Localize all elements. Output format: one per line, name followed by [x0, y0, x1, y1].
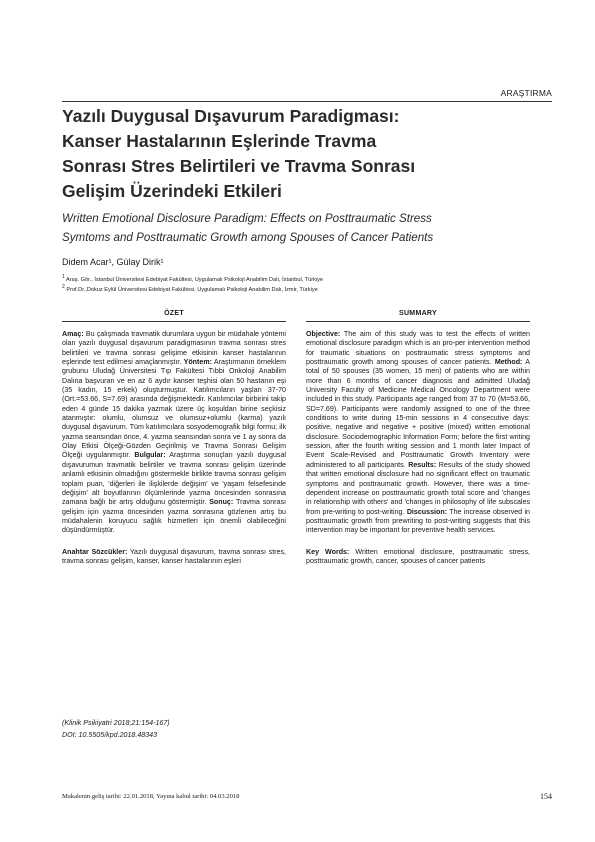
submission-dates: Makalenin geliş tarihi: 22.01.2018, Yayına kabul tarihi: 04.03.2018 [62, 793, 240, 800]
subtitle-line: Symtoms and Posttraumatic Growth among Spouses of Cancer Patients [62, 231, 434, 244]
ozet-abstract [62, 330, 286, 536]
summary-heading: SUMMARY [306, 310, 530, 322]
affiliation-number: 2 [62, 284, 65, 290]
page-number: 154 [540, 792, 552, 801]
title-line: Kanser Hastalarının Eşlerinde Travma [62, 131, 377, 151]
label-amac: Amaç: [62, 330, 84, 338]
section-label: ARAŞTIRMA [500, 88, 552, 98]
english-title [62, 209, 542, 247]
label-bulgular: Bulgular: [134, 451, 166, 460]
text-sonuc: Travma sonrası gelişim için yazma öncesinden yazma sonrasına gözlenen artış bu müdahalenin koruyucu sağlık hizmetleri için önemli olabileceğini düşündürmüştür. [62, 498, 286, 535]
label-discussion: Discussion: [406, 507, 448, 516]
text-results: Results of the study showed that written emotional disclosure had no significant effect on traumatic symptoms and posttraumatic growth. However, there was a time-dependent increase on posttraumatic growth total score and 'changes in relationship with others' and 'changes in philosophy of life subscales from pre-writing to post-writing. [306, 460, 530, 516]
ozet-column [62, 310, 286, 566]
label-objective: Objective: [306, 330, 341, 338]
affiliation-2 [62, 284, 318, 293]
article-title [62, 104, 542, 204]
label-yontem: Yöntem: [183, 358, 212, 367]
journal-citation: (Klinik Psikiyatri 2018;21:154-167) [62, 719, 170, 727]
affiliation-text: Araş. Gör., İstanbul Üniversitesi Edebiyat Fakültesi, Uygulamalı Psikoloji Anabilim Dalı, İstanbul, Türkiye [66, 276, 324, 283]
header-rule [62, 101, 552, 102]
text-objective: The aim of this study was to test the effects of written emotional disclosure paradigm which is an pro-per intervention method for traumatic situations on posttraumatic stress symptoms and posttraumatic growth among spouses of cancer patients. [306, 330, 530, 367]
text-amac: Bu çalışmada travmatik durumlara uygun bir müdahale yöntemi olan yazılı duygusal dışavurum paradigmasının travma sonrası stres belirtileri ve travma sonrası gelişime etkisinin kanser hastalarının eşlerinde test edilmesi amaçlanmıştır. [62, 330, 286, 367]
summary-abstract [306, 330, 530, 536]
ozet-heading: ÖZET [62, 310, 286, 322]
affiliation-1 [62, 274, 323, 283]
text-anahtar: Yazılı duygusal dışavurum, travma sonrası stres, travma sonrası gelişim, kanser, kanser hastalarının eşleri [62, 547, 286, 565]
summary-column [306, 310, 530, 566]
summary-keywords [306, 548, 530, 567]
label-keywords: Key Words: [306, 547, 350, 556]
affiliation-text: Prof.Dr.,Dokuz Eylül Üniversitesi Edebiyat Fakültesi, Uygulamalı Psikoloji Anabilim Dalı, İzmir, Türkiye [66, 286, 318, 293]
text-bulgular: Araştırma sonuçları yazılı duygusal dışavurumun travmatik belirtiler ve travma sonrası gelişim üzerinde anlamlı etkisinin olmadığını göstermekle birlikte travma sonrası gelişim toplam puan, 'diğerleri ile ilişkilerde değişim' ve 'yaşam felsefesinde değişim' alt boyutlarının ölçümlerinde yazma öncesinden sonrasına zamana bağlı bir artış olduğunu göstermiştir. [62, 451, 286, 507]
text-discussion: The increase observed in posttraumatic growth from prewriting to post-writing suggests that this intervention may be important for preventive health services. [306, 507, 530, 535]
citation [62, 717, 170, 741]
affiliation-number: 1 [62, 274, 65, 280]
authors: Didem Acar¹, Gülay Dirik¹ [62, 257, 164, 267]
label-anahtar: Anahtar Sözcükler: [62, 547, 128, 556]
title-line: Yazılı Duygusal Dışavurum Paradigması: [62, 106, 400, 126]
doi: DOI: 10.5505/kpd.2018.48343 [62, 731, 158, 739]
label-results: Results: [408, 460, 437, 469]
title-line: Gelişim Üzerindeki Etkileri [62, 181, 282, 201]
ozet-keywords [62, 548, 286, 567]
subtitle-line: Written Emotional Disclosure Paradigm: Effects on Posttraumatic Stress [62, 212, 432, 225]
title-line: Sonrası Stres Belirtileri ve Travma Sonrası [62, 156, 416, 176]
label-sonuc: Sonuç: [209, 498, 234, 507]
text-yontem: Araştırmanın örneklem grubunu Uludağ Üniversitesi Tıp Fakültesi Tıbbi Onkoloji Anabilim Dalına başvuran ve en az 6 aydır kanser teşhisi olan 50 hastanın eşi (35 kadın, 15 erkek) oluşturmuştur. Katılımcıların yaşları 37-70 (Ort.=53.66, S=7.69) arasında değişmektedir. Katılımcılar birbirini takip eden 4 günde 15 dakika yazmak üzere üç koşuldan birine seçkisiz atanmıştır: olumlu, olumsuz ve olumsuz+olumlu (karma) yazılı duygusal dışavurum. Tüm katılımcılara sosyodemografik bilgi formu; ilk yazma seansından önce, 4. yazma seansından sonra ve 1 ay sonra da Olay Etkisi Ölçeği-Gözden Geçirilmiş ve Travma Sonrası Gelişim Ölçeği uygulanmıştır. [62, 358, 286, 460]
text-method: A total of 50 spouses (35 women, 15 men) of patients who are within more than 6 months of cancer diagnosis and admitted Uludağ University Faculty of Medicine Medical Oncology Department were included in this study. Participants age ranged from 37 to 70 (M=53.66, SD=7.69). Participants were randomly assigned to one of the three conditions to write during 15-min sessions in 4 consecutive days: positive, negative and negative + positive (mixed) written emotional disclosure. Sociodemographic Information Form; before the first writing session, after the fourth writing session and 1 month later Impact of Event Scale-Revised and Posttraumatic Growth Inventory were administered to all participants. [306, 358, 531, 469]
text-keywords: Written emotional disclosure, posttraumatic stress, posttraumatic growth, cancer, spouses of cancer patients [306, 547, 530, 565]
label-method: Method: [494, 358, 523, 367]
